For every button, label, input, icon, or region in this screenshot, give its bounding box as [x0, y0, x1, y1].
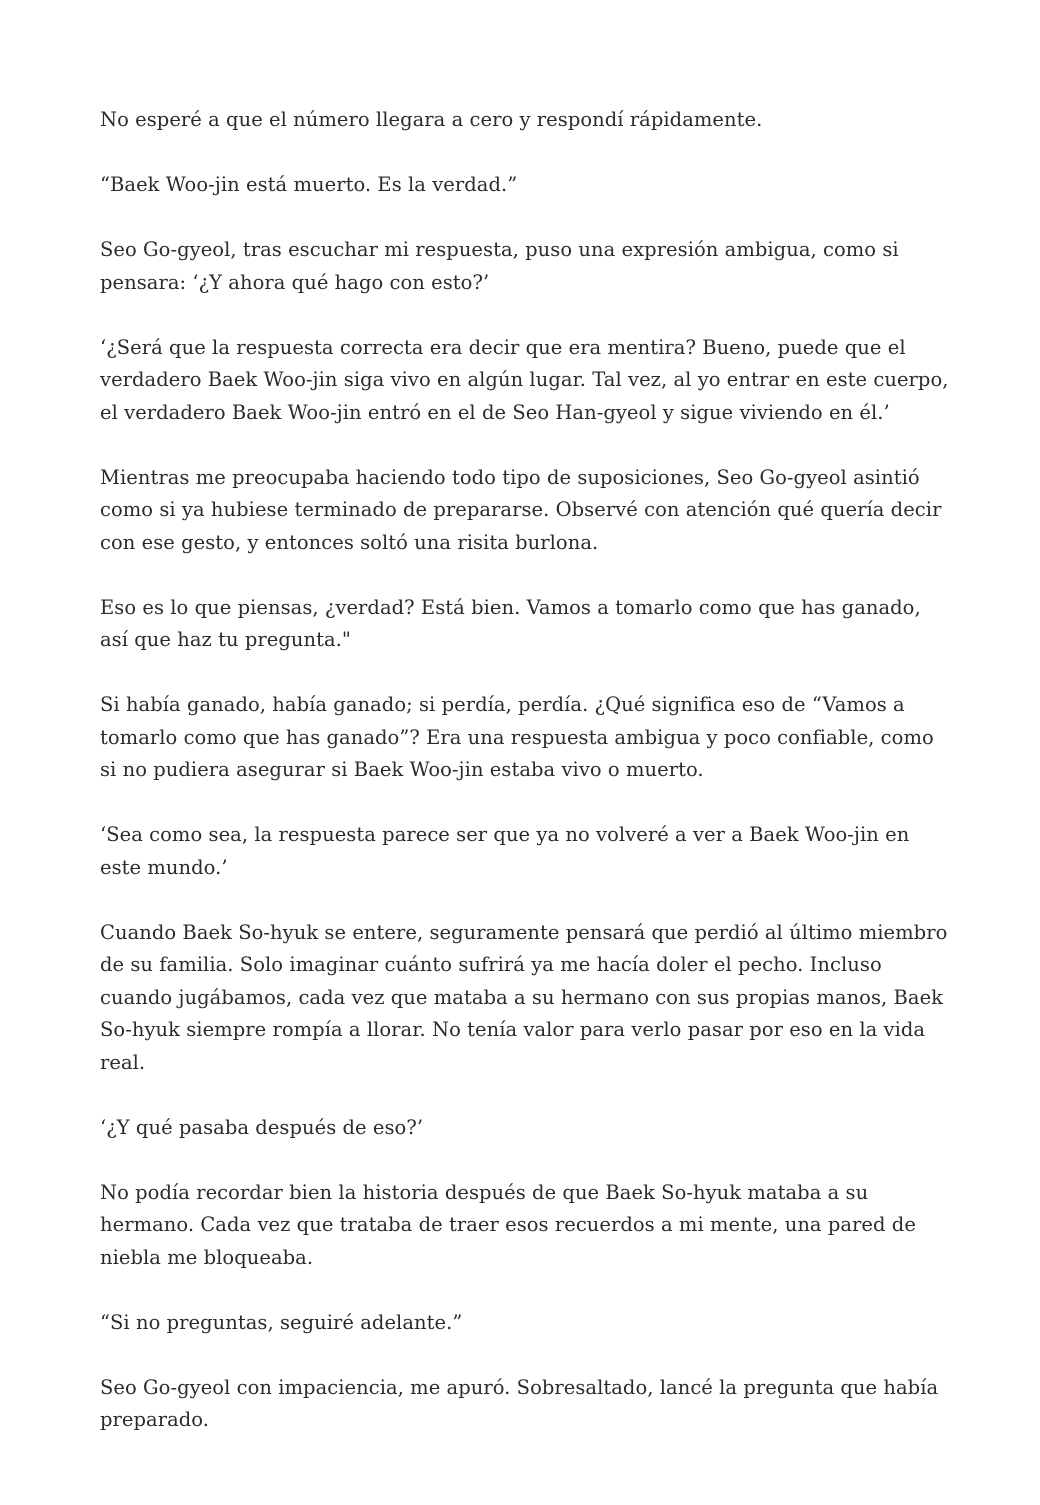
paragraph: ‘¿Y qué pasaba después de eso?’ — [100, 1115, 424, 1139]
paragraph: No esperé a que el número llegara a cero y respondí rápidamente. — [100, 108, 763, 131]
paragraph: Cuando Baek So-hyuk se entere, seguramente pensará que perdió al último miembro de su familia. Solo imaginar cuánto sufrirá ya me hacía doler el pecho. Incluso cuando jugábamos, cada vez que mataba a su hermano con sus propias manos, Baek So-hyuk siempre rompía a llorar. No tenía valor para verlo pasar por eso en la vida real. — [100, 920, 948, 1074]
paragraph: Mientras me preocupaba haciendo todo tipo de suposiciones, Seo Go-gyeol asintió como si ya hubiese terminado de prepararse. Observé con atención qué quería decir con ese gesto, y entonces soltó una risita burlona. — [100, 465, 942, 554]
paragraph: Seo Go-gyeol con impaciencia, me apuró. Sobresaltado, lancé la pregunta que había preparado. — [100, 1375, 939, 1431]
paragraph: ‘Sea como sea, la respuesta parece ser que ya no volveré a ver a Baek Woo-jin en este mundo.’ — [100, 823, 910, 879]
paragraph: Si había ganado, había ganado; si perdía, perdía. ¿Qué significa eso de “Vamos a tomarlo como que has ganado”? Era una respuesta ambigua y poco confiable, como si no pudiera asegurar si Baek Woo-jin estaba vivo o muerto. — [100, 693, 934, 781]
paragraph: ‘¿Será que la respuesta correcta era decir que era mentira? Bueno, puede que el verdadero Baek Woo-jin siga vivo en algún lugar. Tal vez, al yo entrar en este cuerpo, el verdadero Baek Woo-jin entró en el de Seo Han-gyeol y sigue viviendo en él.’ — [100, 335, 949, 424]
paragraph: “Baek Woo-jin está muerto. Es la verdad.” — [100, 173, 518, 196]
document-page — [100, 104, 950, 1469]
paragraph: Seo Go-gyeol, tras escuchar mi respuesta, puso una expresión ambigua, como si pensara: ‘¿Y ahora qué hago con esto?’ — [100, 238, 899, 294]
paragraph: “Si no preguntas, seguiré adelante.” — [100, 1310, 463, 1334]
paragraph: No podía recordar bien la historia después de que Baek So-hyuk mataba a su hermano. Cada vez que trataba de traer esos recuerdos a mi mente, una pared de niebla me bloqueaba. — [100, 1180, 916, 1269]
paragraph: Eso es lo que piensas, ¿verdad? Está bien. Vamos a tomarlo como que has ganado, así que haz tu pregunta." — [100, 595, 921, 651]
